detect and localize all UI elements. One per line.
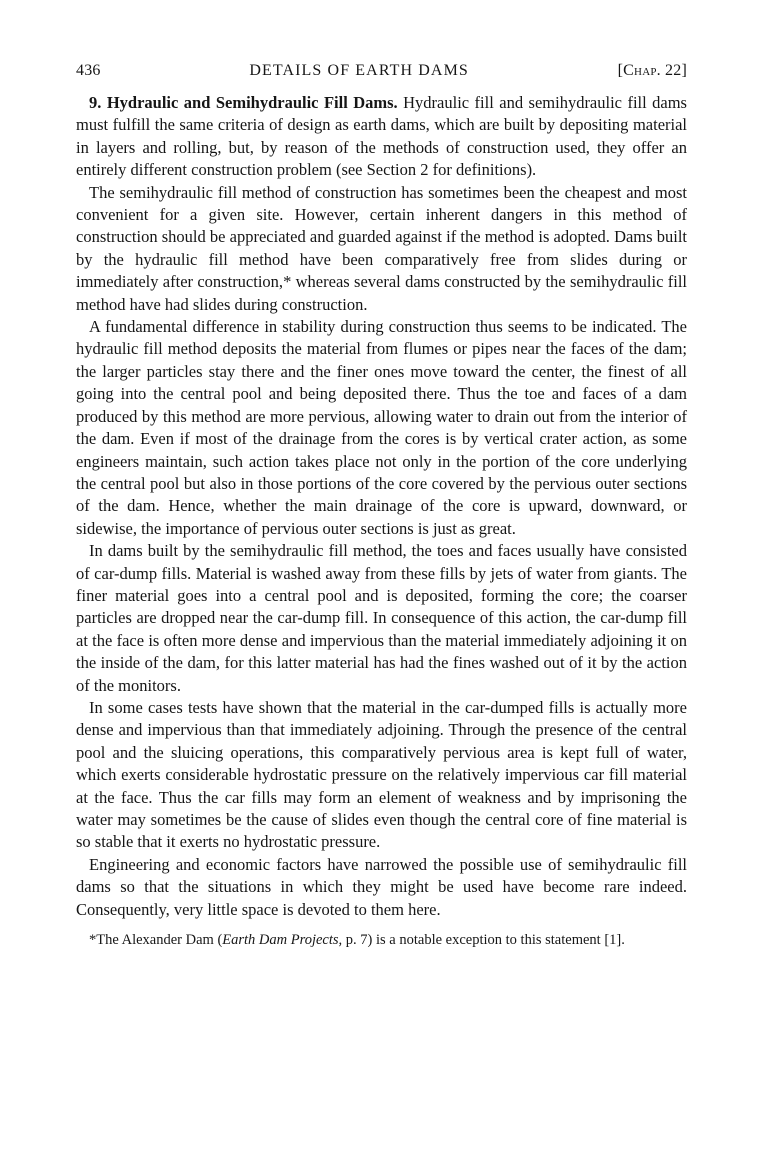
chapter-label: Chap. bbox=[623, 62, 661, 79]
paragraph-5: In some cases tests have shown that the material in the car-dumped fills is actually more dense and impervious than that immediately adjoining. Through the presence of the central pool and the sluicing operations, this comparatively pervious area is kept full of water, which exerts considerable hydrostatic pressure on the relatively impervious car fill material at the face. Thus the car fills may form an element of weakness and by imprisoning the water may sometimes be the cause of slides even though the central core of fine material is so stable that it exerts no hydrostatic pressure. bbox=[76, 697, 687, 852]
chapter-reference: [Chap. 22] bbox=[617, 62, 687, 79]
book-page bbox=[76, 62, 687, 950]
running-header bbox=[76, 62, 687, 80]
paragraph-4: In dams built by the semihydraulic fill method, the toes and faces usually have consisted of car-dump fills. Material is washed away from these fills by jets of water from giants. The finer material goes into a central pool and is deposited, forming the core; the coarser particles are dropped near the car-dump fill. In consequence of this action, the car-dump fill at the face is often more dense and impervious than the material immediately adjoining it on the inside of the dam, for this latter material has had the fines washed out of it by the action of the monitors. bbox=[76, 541, 687, 695]
footnote-mark: * bbox=[89, 932, 97, 949]
page-body bbox=[76, 92, 687, 921]
footnote: *The Alexander Dam (Earth Dam Projects, p. 7) is a notable exception to this statement [1]. bbox=[89, 932, 625, 949]
footnote-citation-title: Earth Dam Projects, bbox=[222, 932, 343, 949]
paragraph-2: The semihydraulic fill method of construction has sometimes been the cheapest and most convenient for a given site. However, certain inherent dangers in this method of construction should be appreciated and guarded against if the method is adopted. Dams built by the hydraulic fill method have been comparatively free from slides during or immediately after construction,* whereas several dams constructed by the semihydraulic fill method have had slides during construction. bbox=[76, 182, 687, 314]
page-number: 436 bbox=[76, 62, 101, 79]
paragraph-1: 9. Hydraulic and Semihydraulic Fill Dams. Hydraulic fill and semihydraulic fill dams must fulfill the same criteria of design as earth dams, which are built by depositing material in layers and rolling, but, by reason of the methods of construction used, they offer an entirely different construction problem (see Section 2 for definitions). bbox=[76, 93, 687, 180]
chapter-number: 22] bbox=[660, 62, 687, 79]
running-title: DETAILS OF EARTH DAMS bbox=[249, 62, 469, 79]
paragraph-6: Engineering and economic factors have narrowed the possible use of semihydraulic fill dams so that the situations in which they might be used have become rare indeed. Consequently, very little space is devoted to them here. bbox=[76, 854, 687, 919]
footnote-marker: * bbox=[283, 272, 292, 292]
paragraph-3: A fundamental difference in stability during construction thus seems to be indicated. The hydraulic fill method deposits the material from flumes or pipes near the faces of the dam; the larger particles stay there and the finer ones move toward the center, the finest of all going into the central pool and being deposited there. Thus the toe and faces of a dam produced by this method are more pervious, allowing water to drain out from the interior of the dam. Even if most of the drainage from the cores is by vertical crater action, as some engineers maintain, such action takes place not only in the portion of the core underlying the central pool but also in those portions of the core covered by the pervious outer sections of the dam. Hence, whether the main drainage of the core is upward, downward, or sidewise, the importance of pervious outer sections is just as great. bbox=[76, 317, 687, 538]
section-heading: 9. Hydraulic and Semihydraulic Fill Dams. bbox=[89, 93, 398, 112]
